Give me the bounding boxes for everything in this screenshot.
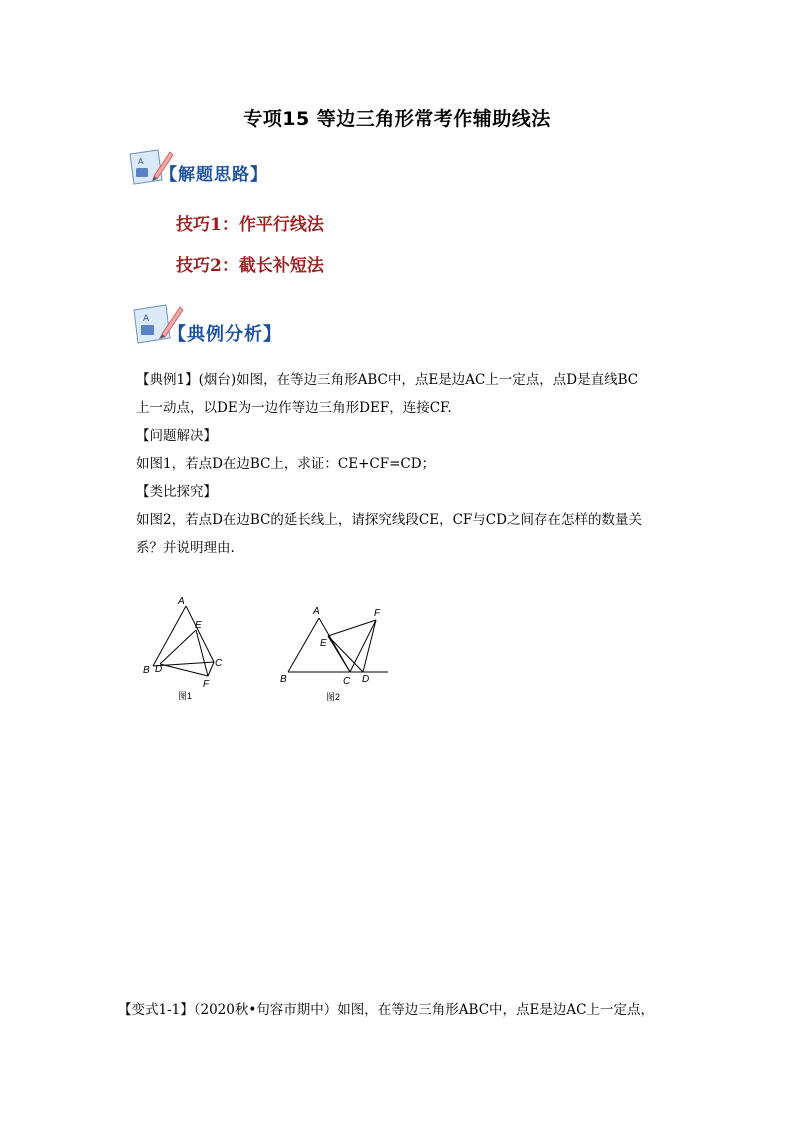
figure-2-label-d: D xyxy=(362,674,370,685)
figure-2-caption: 图2 xyxy=(326,692,341,702)
figure-2-label-b: B xyxy=(280,674,287,685)
page-title: 专项15 等边三角形常考作辅助线法 xyxy=(243,108,551,130)
part-2-line-1: 如图2，若点D在边BC的延长线上，请探究线段CE，CF与CD之间存在怎样的数量关 xyxy=(136,512,642,528)
part-1-text: 如图1，若点D在边BC上，求证：CE+CF=CD； xyxy=(136,456,436,472)
figure-1-label-c: C xyxy=(215,658,223,669)
figure-1-label-f: F xyxy=(203,679,210,690)
part-1-label: 【问题解决】 xyxy=(136,428,217,444)
svg-text:A: A xyxy=(138,157,144,166)
tip-1: 技巧1：作平行线法 xyxy=(176,215,324,235)
figure-2-label-e: E xyxy=(320,638,327,649)
figure-1-label-d: D xyxy=(155,664,163,675)
section-heading-label: 【典例分析】 xyxy=(168,324,282,345)
figure-1-label-a: A xyxy=(178,596,185,607)
section-heading-example-analysis xyxy=(128,300,348,348)
figure-2-diagram xyxy=(276,598,396,708)
figure-2-label-f: F xyxy=(374,608,381,619)
example-1-line-1: 【典例1】(烟台)如图，在等边三角形ABC中，点E是边AC上一定点，点D是直线BC xyxy=(136,372,639,388)
tip-2: 技巧2：截长补短法 xyxy=(176,256,324,276)
figure-1-diagram xyxy=(138,594,248,709)
part-2-line-2: 系？并说明理由. xyxy=(136,540,235,556)
section-heading-solution-ideas xyxy=(124,146,324,190)
variant-1-1-line-1: 【变式1-1】（2020秋•句容市期中）如图，在等边三角形ABC中，点E是边AC上一定点， xyxy=(118,1002,654,1018)
figure-2-label-a: A xyxy=(313,606,320,617)
example-1-text xyxy=(136,366,696,562)
section-heading-label: 【解题思路】 xyxy=(160,165,268,185)
svg-text:A: A xyxy=(143,314,150,324)
figure-1-label-b: B xyxy=(143,665,150,676)
figure-2-label-c: C xyxy=(343,676,351,687)
part-2-label: 【类比探究】 xyxy=(136,484,217,500)
example-1-line-2: 上一动点，以DE为一边作等边三角形DEF，连接CF. xyxy=(136,400,452,416)
figure-1-label-e: E xyxy=(195,620,202,631)
figure-1-caption: 图1 xyxy=(178,691,193,701)
